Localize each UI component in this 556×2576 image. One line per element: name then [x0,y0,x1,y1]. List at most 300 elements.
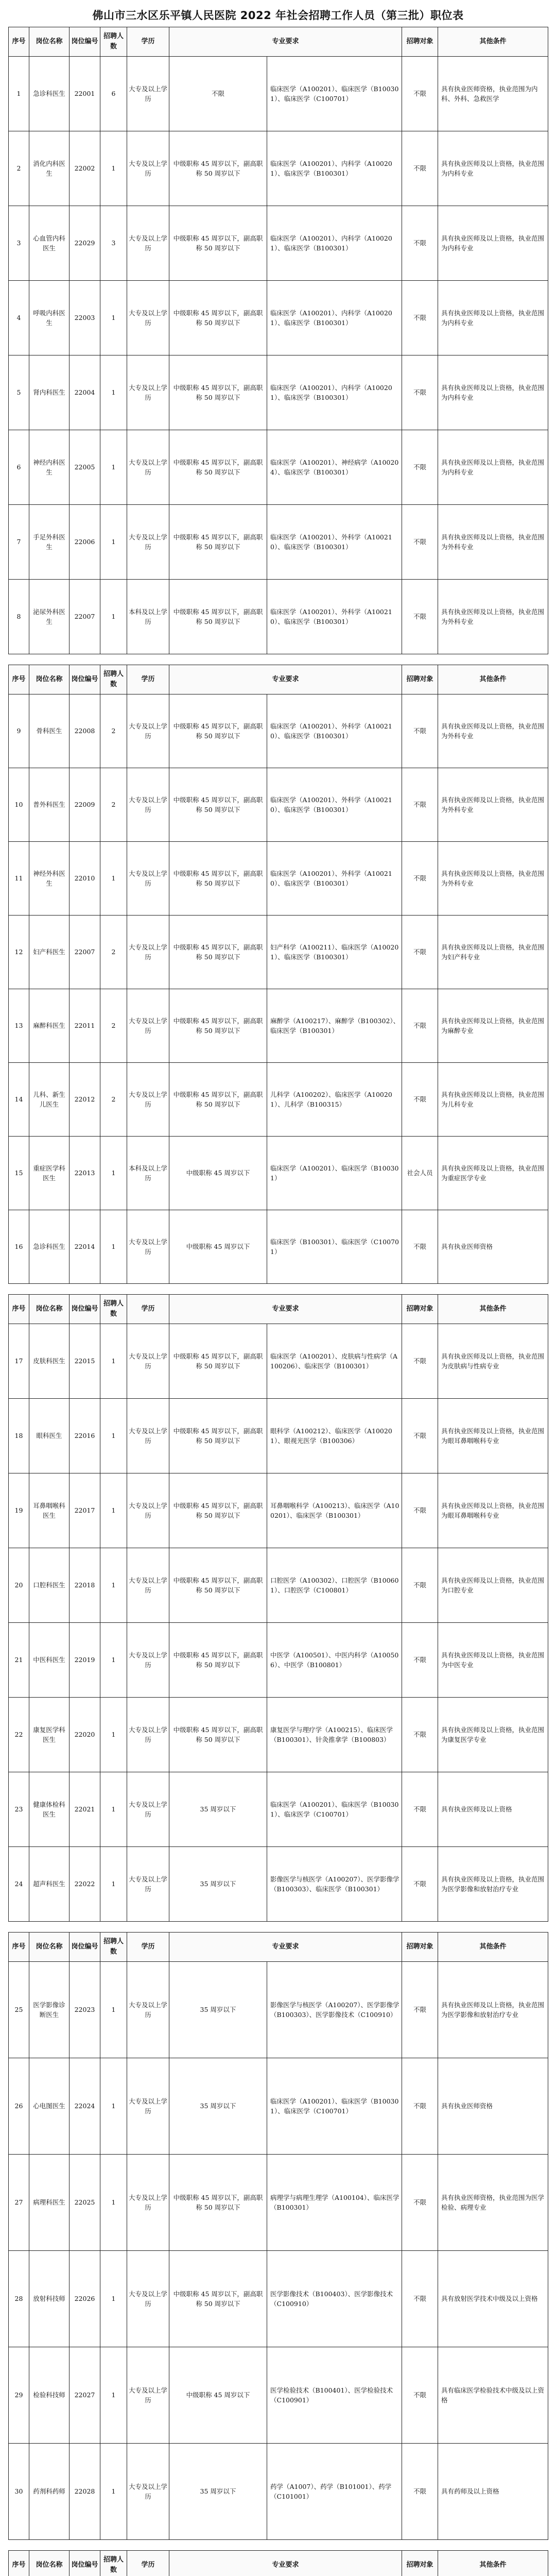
cell-major: 临床医学（A100201）、皮肤病与性病学（A100206）、临床医学（B100301） [267,1324,402,1399]
table-row [9,768,548,842]
cell-conditions: 具有执业医师及以上资格，执业范围为妇产科专业 [438,916,548,989]
table-block [8,2550,548,2576]
table-row [9,1772,548,1847]
column-header: 其他条件 [438,1933,548,1962]
cell-age: 中级职称 45 周岁以下，副高职称 50 周岁以下 [169,2155,267,2251]
column-header: 岗位名称 [29,2551,70,2576]
cell-seq: 29 [9,2347,29,2444]
column-header: 其他条件 [438,1295,548,1324]
cell-target: 不限 [402,989,438,1063]
cell-headcount: 1 [100,842,127,916]
cell-headcount: 1 [100,1324,127,1399]
cell-education: 大专及以上学历 [127,694,169,768]
cell-major: 临床医学（A100201）、外科学（A100210）、临床医学（B100301） [267,842,402,916]
cell-major: 医学影像技术（B100403）、医学影像技术（C100910） [267,2251,402,2347]
cell-conditions: 具有执业医师及以上资格，执业范围为外科专业 [438,842,548,916]
table-row [9,916,548,989]
cell-major: 临床医学（A100201）、临床医学（B100301）、临床医学（C100701） [267,1772,402,1847]
column-header: 招聘对象 [402,27,438,57]
cell-age: 中级职称 45 周岁以下 [169,2347,267,2444]
table-row [9,2347,548,2444]
cell-major: 康复医学与理疗学（A100215）、临床医学（B100301）、针灸推拿学（B100803） [267,1698,402,1772]
column-header: 岗位名称 [29,1933,70,1962]
cell-post-name: 神经内科医生 [29,430,70,505]
cell-post-code: 22024 [70,2058,100,2155]
table-row [9,131,548,206]
cell-post-code: 22008 [70,694,100,768]
cell-seq: 13 [9,989,29,1063]
column-header: 招聘人数 [100,2551,127,2576]
cell-age: 中级职称 45 周岁以下，副高职称 50 周岁以下 [169,1399,267,1473]
cell-conditions: 具有执业医师及以上资格 [438,1772,548,1847]
cell-post-code: 22020 [70,1698,100,1772]
cell-post-code: 22012 [70,1063,100,1137]
table-row [9,1962,548,2058]
cell-post-name: 口腔科医生 [29,1548,70,1623]
cell-target: 不限 [402,281,438,355]
cell-conditions: 具有执业医师及以上资格，执业范围为儿科专业 [438,1063,548,1137]
cell-age: 中级职称 45 周岁以下，副高职称 50 周岁以下 [169,505,267,580]
column-header: 岗位名称 [29,665,70,694]
cell-post-name: 普外科医生 [29,768,70,842]
cell-conditions: 具有执业医师及以上资格，执业范围为医学影像和放射治疗专业 [438,1962,548,2058]
cell-post-code: 22022 [70,1847,100,1922]
cell-age: 中级职称 45 周岁以下，副高职称 50 周岁以下 [169,206,267,281]
cell-headcount: 1 [100,1623,127,1698]
cell-post-code: 22027 [70,2347,100,2444]
cell-target: 不限 [402,1847,438,1922]
table-block [8,27,548,654]
cell-post-name: 神经外科医生 [29,842,70,916]
cell-education: 大专及以上学历 [127,2444,169,2540]
cell-education: 大专及以上学历 [127,505,169,580]
cell-seq: 11 [9,842,29,916]
cell-post-name: 皮肤科医生 [29,1324,70,1399]
cell-headcount: 1 [100,1698,127,1772]
cell-education: 大专及以上学历 [127,1063,169,1137]
cell-age: 中级职称 45 周岁以下，副高职称 50 周岁以下 [169,916,267,989]
cell-headcount: 2 [100,1063,127,1137]
table-block [8,1294,548,1922]
cell-post-name: 肾内科医生 [29,355,70,430]
cell-conditions: 具有执业医师及以上资格，执业范围为内科专业 [438,355,548,430]
cell-seq: 25 [9,1962,29,2058]
cell-age: 35 周岁以下 [169,2444,267,2540]
cell-headcount: 1 [100,430,127,505]
cell-education: 大专及以上学历 [127,131,169,206]
cell-target: 不限 [402,2155,438,2251]
cell-post-name: 康复医学科医生 [29,1698,70,1772]
cell-target: 不限 [402,694,438,768]
table-header-row [9,665,548,694]
cell-education: 大专及以上学历 [127,1548,169,1623]
cell-education: 大专及以上学历 [127,2058,169,2155]
column-header: 专业要求 [169,2551,402,2576]
cell-age: 35 周岁以下 [169,1847,267,1922]
cell-target: 社会人员 [402,1137,438,1210]
column-header: 序号 [9,1933,29,1962]
table-row [9,57,548,131]
cell-seq: 20 [9,1548,29,1623]
cell-age: 35 周岁以下 [169,2058,267,2155]
cell-post-code: 22017 [70,1473,100,1548]
cell-seq: 10 [9,768,29,842]
cell-post-code: 22005 [70,430,100,505]
cell-target: 不限 [402,580,438,654]
cell-target: 不限 [402,57,438,131]
cell-target: 不限 [402,1548,438,1623]
column-header: 学历 [127,27,169,57]
table-row [9,1137,548,1210]
positions-table [8,1294,548,1922]
positions-table [8,2550,548,2576]
table-row [9,1324,548,1399]
cell-target: 不限 [402,768,438,842]
cell-post-name: 中医科医生 [29,1623,70,1698]
cell-seq: 15 [9,1137,29,1210]
table-row [9,694,548,768]
cell-major: 临床医学（A100201）、外科学（A100210）、临床医学（B100301） [267,768,402,842]
cell-post-name: 眼科医生 [29,1399,70,1473]
cell-seq: 6 [9,430,29,505]
cell-seq: 16 [9,1210,29,1284]
table-row [9,430,548,505]
positions-table [8,27,548,654]
table-row [9,1847,548,1922]
cell-conditions: 具有执业医师及以上资格，执业范围为外科专业 [438,768,548,842]
cell-seq: 18 [9,1399,29,1473]
table-block [8,1932,548,2540]
cell-age: 中级职称 45 周岁以下，副高职称 50 周岁以下 [169,580,267,654]
cell-major: 药学（A1007）、药学（B101001）、药学（C101001） [267,2444,402,2540]
cell-major: 妇产科学（A100211）、临床医学（A100201）、临床医学（B100301） [267,916,402,989]
column-header: 招聘对象 [402,2551,438,2576]
cell-headcount: 1 [100,1473,127,1548]
cell-post-code: 22007 [70,580,100,654]
cell-major: 临床医学（B100301）、临床医学（C100701） [267,1210,402,1284]
cell-headcount: 1 [100,1137,127,1210]
table-row [9,842,548,916]
cell-major: 临床医学（A100201）、外科学（A100210）、临床医学（B100301） [267,694,402,768]
column-header: 招聘对象 [402,665,438,694]
positions-table [8,1932,548,2540]
cell-post-name: 急诊科医生 [29,57,70,131]
cell-major: 临床医学（A100201）、外科学（A100210）、临床医学（B100301） [267,580,402,654]
cell-headcount: 1 [100,580,127,654]
table-row [9,1548,548,1623]
cell-headcount: 1 [100,1772,127,1847]
cell-education: 大专及以上学历 [127,355,169,430]
cell-headcount: 2 [100,694,127,768]
table-row [9,1210,548,1284]
cell-target: 不限 [402,842,438,916]
cell-education: 大专及以上学历 [127,2155,169,2251]
cell-seq: 26 [9,2058,29,2155]
cell-major: 耳鼻咽喉科学（A100213）、临床医学（A100201）、临床医学（B100301） [267,1473,402,1548]
cell-conditions: 具有执业医师及以上资格，执业范围为内科专业 [438,131,548,206]
cell-major: 临床医学（A100201）、临床医学（B100301） [267,1137,402,1210]
cell-major: 医学检验技术（B100401）、医学检验技术（C100901） [267,2347,402,2444]
cell-post-name: 检验科技师 [29,2347,70,2444]
column-header: 招聘人数 [100,1295,127,1324]
cell-education: 大专及以上学历 [127,206,169,281]
cell-post-name: 超声科医生 [29,1847,70,1922]
cell-age: 中级职称 45 周岁以下 [169,1137,267,1210]
cell-seq: 23 [9,1772,29,1847]
cell-post-code: 22014 [70,1210,100,1284]
cell-conditions: 具有执业医师及以上资格，执业范围为重症医学专业 [438,1137,548,1210]
cell-major: 眼科学（A100212）、临床医学（A100201）、眼视光医学（B100306） [267,1399,402,1473]
cell-age: 中级职称 45 周岁以下，副高职称 50 周岁以下 [169,281,267,355]
cell-headcount: 1 [100,2058,127,2155]
table-header-row [9,1933,548,1962]
table-row [9,2058,548,2155]
cell-headcount: 1 [100,2251,127,2347]
cell-seq: 14 [9,1063,29,1137]
cell-education: 大专及以上学历 [127,281,169,355]
cell-seq: 4 [9,281,29,355]
cell-seq: 22 [9,1698,29,1772]
cell-target: 不限 [402,2347,438,2444]
cell-education: 本科及以上学历 [127,580,169,654]
table-header-row [9,2551,548,2576]
column-header: 序号 [9,665,29,694]
cell-headcount: 1 [100,1399,127,1473]
cell-target: 不限 [402,2444,438,2540]
cell-post-name: 耳鼻咽喉科医生 [29,1473,70,1548]
cell-major: 临床医学（A100201）、临床医学（B100301）、临床医学（C100701） [267,2058,402,2155]
cell-post-code: 22018 [70,1548,100,1623]
cell-target: 不限 [402,1063,438,1137]
table-row [9,2444,548,2540]
cell-age: 中级职称 45 周岁以下，副高职称 50 周岁以下 [169,131,267,206]
cell-education: 大专及以上学历 [127,2347,169,2444]
cell-age: 中级职称 45 周岁以下，副高职称 50 周岁以下 [169,430,267,505]
cell-education: 大专及以上学历 [127,430,169,505]
cell-age: 中级职称 45 周岁以下，副高职称 50 周岁以下 [169,989,267,1063]
cell-major: 临床医学（A100201）、外科学（A100210）、临床医学（B100301） [267,505,402,580]
cell-seq: 24 [9,1847,29,1922]
cell-post-code: 22021 [70,1772,100,1847]
cell-age: 中级职称 45 周岁以下，副高职称 50 周岁以下 [169,1698,267,1772]
cell-major: 中医学（A100501）、中医内科学（A100506）、中医学（B100801） [267,1623,402,1698]
cell-headcount: 1 [100,505,127,580]
cell-education: 大专及以上学历 [127,768,169,842]
column-header: 其他条件 [438,2551,548,2576]
cell-major: 临床医学（A100201）、内科学（A100201）、临床医学（B100301） [267,131,402,206]
cell-headcount: 2 [100,916,127,989]
cell-age: 中级职称 45 周岁以下，副高职称 50 周岁以下 [169,1623,267,1698]
table-row [9,2155,548,2251]
cell-headcount: 2 [100,768,127,842]
cell-age: 中级职称 45 周岁以下，副高职称 50 周岁以下 [169,1473,267,1548]
cell-education: 大专及以上学历 [127,1962,169,2058]
table-row [9,989,548,1063]
cell-post-name: 呼吸内科医生 [29,281,70,355]
cell-seq: 7 [9,505,29,580]
column-header: 学历 [127,2551,169,2576]
column-header: 岗位编号 [70,27,100,57]
cell-post-code: 22007 [70,916,100,989]
cell-seq: 5 [9,355,29,430]
cell-major: 影像医学与核医学（A100207）、医学影像学（B100303）、医学影像技术（C100910） [267,1962,402,2058]
cell-age: 中级职称 45 周岁以下，副高职称 50 周岁以下 [169,2251,267,2347]
cell-headcount: 3 [100,206,127,281]
cell-education: 大专及以上学历 [127,1399,169,1473]
cell-seq: 8 [9,580,29,654]
column-header: 招聘对象 [402,1933,438,1962]
cell-seq: 28 [9,2251,29,2347]
cell-headcount: 6 [100,57,127,131]
cell-target: 不限 [402,1324,438,1399]
cell-major: 临床医学（A100201）、神经病学（A100204）、临床医学（B100301） [267,430,402,505]
cell-age: 35 周岁以下 [169,1962,267,2058]
cell-post-code: 22003 [70,281,100,355]
table-header-row [9,27,548,57]
cell-post-code: 22028 [70,2444,100,2540]
column-header: 招聘人数 [100,27,127,57]
cell-education: 大专及以上学历 [127,989,169,1063]
positions-table [8,665,548,1284]
cell-headcount: 1 [100,355,127,430]
cell-headcount: 2 [100,989,127,1063]
cell-conditions: 具有执业医师及以上资格，执业范围为皮肤病与性病专业 [438,1324,548,1399]
cell-target: 不限 [402,206,438,281]
table-row [9,206,548,281]
cell-target: 不限 [402,1962,438,2058]
cell-target: 不限 [402,1698,438,1772]
table-row [9,1063,548,1137]
cell-post-code: 22023 [70,1962,100,2058]
cell-post-code: 22026 [70,2251,100,2347]
cell-age: 中级职称 45 周岁以下，副高职称 50 周岁以下 [169,1324,267,1399]
cell-target: 不限 [402,1210,438,1284]
cell-post-name: 健康体检科医生 [29,1772,70,1847]
cell-seq: 3 [9,206,29,281]
column-header: 招聘对象 [402,1295,438,1324]
column-header: 岗位编号 [70,2551,100,2576]
cell-conditions: 具有执业医师资格 [438,1210,548,1284]
cell-post-name: 消化内科医生 [29,131,70,206]
cell-conditions: 具有药师及以上资格 [438,2444,548,2540]
cell-conditions: 具有执业医师及以上资格，执业范围为外科专业 [438,694,548,768]
cell-major: 病理学与病理生理学（A100104）、临床医学（B100301） [267,2155,402,2251]
cell-education: 本科及以上学历 [127,1137,169,1210]
table-row [9,1623,548,1698]
cell-conditions: 具有执业医师及以上资格，执业范围为内科专业 [438,281,548,355]
cell-post-name: 麻醉科医生 [29,989,70,1063]
cell-conditions: 具有执业医师及以上资格，执业范围为内科专业 [438,206,548,281]
column-header: 学历 [127,1933,169,1962]
cell-post-name: 心电图医生 [29,2058,70,2155]
cell-education: 大专及以上学历 [127,2251,169,2347]
cell-conditions: 具有执业医师及以上资格，执业范围为眼耳鼻咽喉科专业 [438,1399,548,1473]
page-title: 佛山市三水区乐平镇人民医院 2022 年社会招聘工作人员（第三批）职位表 [92,9,464,22]
cell-age: 中级职称 45 周岁以下，副高职称 50 周岁以下 [169,1063,267,1137]
cell-seq: 27 [9,2155,29,2251]
cell-target: 不限 [402,1623,438,1698]
cell-conditions: 具有执业医师及以上资格，执业范围为内科专业 [438,430,548,505]
cell-post-name: 心血管内科医生 [29,206,70,281]
column-header: 岗位编号 [70,665,100,694]
column-header: 岗位编号 [70,1933,100,1962]
cell-target: 不限 [402,1399,438,1473]
column-header: 序号 [9,2551,29,2576]
cell-conditions: 具有执业医师及以上资格，执业范围为外科专业 [438,580,548,654]
cell-post-name: 手足外科医生 [29,505,70,580]
column-header: 专业要求 [169,1933,402,1962]
cell-headcount: 1 [100,2444,127,2540]
cell-age: 35 周岁以下 [169,1772,267,1847]
cell-major: 口腔医学（A100302）、口腔医学（B100601）、口腔医学（C100801） [267,1548,402,1623]
cell-age: 中级职称 45 周岁以下 [169,1210,267,1284]
cell-education: 大专及以上学历 [127,1210,169,1284]
cell-post-name: 妇产科医生 [29,916,70,989]
cell-conditions: 具有执业医师及以上资格，执业范围为康复医学专业 [438,1698,548,1772]
cell-headcount: 1 [100,1847,127,1922]
cell-education: 大专及以上学历 [127,1698,169,1772]
cell-headcount: 1 [100,2347,127,2444]
table-row [9,1399,548,1473]
cell-conditions: 具有放射医学技术中级及以上资格 [438,2251,548,2347]
cell-target: 不限 [402,505,438,580]
cell-seq: 2 [9,131,29,206]
table-header-row [9,1295,548,1324]
cell-post-name: 病理科医生 [29,2155,70,2251]
cell-post-name: 泌尿外科医生 [29,580,70,654]
column-header: 招聘人数 [100,665,127,694]
cell-age: 中级职称 45 周岁以下，副高职称 50 周岁以下 [169,694,267,768]
cell-major: 临床医学（A100201）、内科学（A100201）、临床医学（B100301） [267,206,402,281]
cell-post-name: 药剂科药师 [29,2444,70,2540]
cell-seq: 30 [9,2444,29,2540]
cell-post-code: 22009 [70,768,100,842]
cell-headcount: 1 [100,1210,127,1284]
column-header: 招聘人数 [100,1933,127,1962]
cell-major: 麻醉学（A100217）、麻醉学（B100302）、临床医学（B100301） [267,989,402,1063]
column-header: 岗位名称 [29,27,70,57]
cell-post-name: 重症医学科医生 [29,1137,70,1210]
cell-education: 大专及以上学历 [127,1324,169,1399]
cell-conditions: 具有执业医师资格 [438,2058,548,2155]
cell-education: 大专及以上学历 [127,842,169,916]
cell-post-name: 骨科医生 [29,694,70,768]
column-header: 序号 [9,1295,29,1324]
cell-target: 不限 [402,916,438,989]
column-header: 其他条件 [438,665,548,694]
cell-conditions: 具有执业医师及以上资格，执业范围为麻醉专业 [438,989,548,1063]
cell-age: 不限 [169,57,267,131]
cell-conditions: 具有执业医师及以上资格，执业范围为医学影像和放射治疗专业 [438,1847,548,1922]
cell-target: 不限 [402,355,438,430]
cell-post-code: 22013 [70,1137,100,1210]
cell-conditions: 具有执业医师及以上资格，执业范围为口腔专业 [438,1548,548,1623]
cell-target: 不限 [402,1772,438,1847]
column-header: 专业要求 [169,27,402,57]
cell-post-code: 22002 [70,131,100,206]
table-block [8,665,548,1284]
cell-target: 不限 [402,430,438,505]
cell-education: 大专及以上学历 [127,57,169,131]
cell-seq: 19 [9,1473,29,1548]
cell-post-code: 22019 [70,1623,100,1698]
cell-major: 临床医学（A100201）、临床医学（B100301）、临床医学（C100701） [267,57,402,131]
column-header: 学历 [127,665,169,694]
cell-education: 大专及以上学历 [127,916,169,989]
cell-major: 影像医学与核医学（A100207）、医学影像学（B100303）、临床医学（B100301） [267,1847,402,1922]
cell-seq: 17 [9,1324,29,1399]
cell-post-code: 22010 [70,842,100,916]
